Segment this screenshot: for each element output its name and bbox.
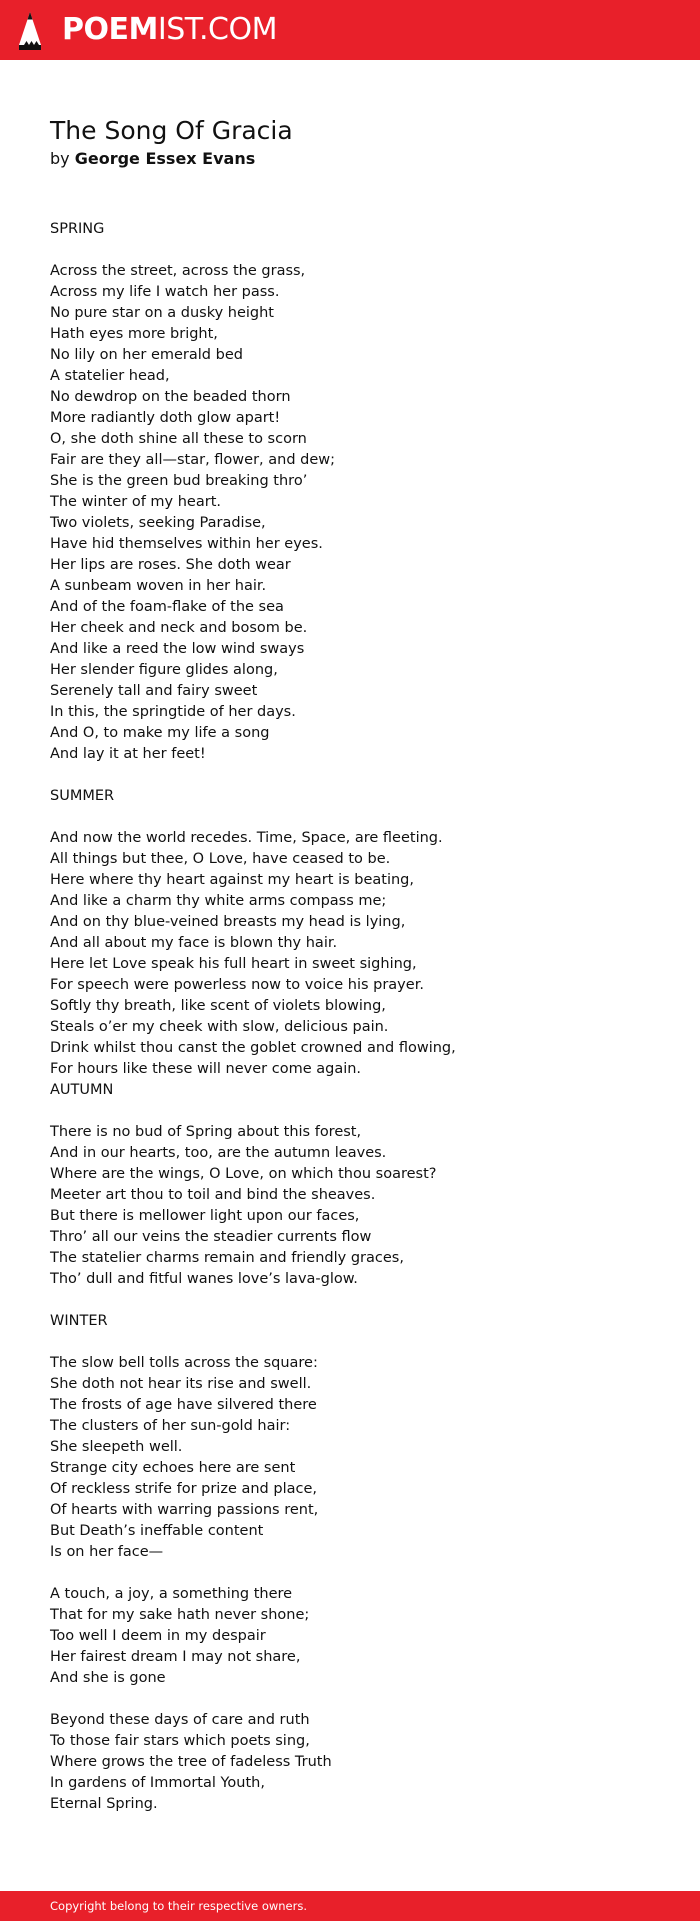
- poem-line: She sleepeth well.: [50, 1439, 183, 1455]
- stanza-gap: [50, 1101, 650, 1122]
- poem-line: Thro’ all our veins the steadier currents flow: [50, 1229, 372, 1245]
- poem-line: Have hid themselves within her eyes.: [50, 536, 323, 552]
- poem-line: A touch, a joy, a something there: [50, 1586, 293, 1602]
- poem-line: Hath eyes more bright,: [50, 326, 218, 342]
- poem-line: Fair are they all—star, flower, and dew;: [50, 452, 336, 468]
- poem-line: The frosts of age have silvered there: [50, 1397, 317, 1413]
- poem-line: She is the green bud breaking thro’: [50, 473, 308, 489]
- byline-prefix: by: [50, 149, 70, 168]
- poem-line: And like a reed the low wind sways: [50, 641, 305, 657]
- poem-line: Across my life I watch her pass.: [50, 284, 280, 300]
- poem-line: A sunbeam woven in her hair.: [50, 578, 267, 594]
- stanza-gap: [50, 1689, 650, 1710]
- poem-line: And now the world recedes. Time, Space, are fleeting.: [50, 830, 443, 846]
- poem-line: No dewdrop on the beaded thorn: [50, 389, 291, 405]
- poem-line: And lay it at her feet!: [50, 746, 206, 762]
- stanza-gap: [50, 1290, 650, 1311]
- poem-line: And she is gone: [50, 1670, 166, 1686]
- poem-line: SUMMER: [50, 788, 115, 804]
- poem-line: Her slender figure glides along,: [50, 662, 278, 678]
- poem-line: But there is mellower light upon our faces,: [50, 1208, 360, 1224]
- poem-line: Strange city echoes here are sent: [50, 1460, 296, 1476]
- poem-line: For hours like these will never come again.: [50, 1061, 362, 1077]
- site-header: [0, 0, 700, 60]
- poem-line: AUTUMN: [50, 1082, 114, 1098]
- poem-line: Serenely tall and fairy sweet: [50, 683, 258, 699]
- poem-line: And of the foam-flake of the sea: [50, 599, 284, 615]
- poem-line: And on thy blue-veined breasts my head is lying,: [50, 914, 406, 930]
- poem-line: Too well I deem in my despair: [50, 1628, 266, 1644]
- poem-line: All things but thee, O Love, have ceased to be.: [50, 851, 391, 867]
- poem-line: There is no bud of Spring about this forest,: [50, 1124, 362, 1140]
- poem-line: Her lips are roses. She doth wear: [50, 557, 291, 573]
- poem-line: O, she doth shine all these to scorn: [50, 431, 307, 447]
- poem-line: Is on her face—: [50, 1544, 164, 1560]
- footer-copyright: Copyright belong to their respective owners.: [50, 1899, 308, 1913]
- poem-line: SPRING: [50, 221, 105, 237]
- poem-line: Meeter art thou to toil and bind the sheaves.: [50, 1187, 376, 1203]
- poem-line: No lily on her emerald bed: [50, 347, 243, 363]
- poem-line: Eternal Spring.: [50, 1796, 158, 1812]
- logo-text-strong: POEM: [62, 12, 158, 47]
- poem-line: Here let Love speak his full heart in sweet sighing,: [50, 956, 417, 972]
- poem-line: The statelier charms remain and friendly graces,: [50, 1250, 404, 1266]
- poem-line: And O, to make my life a song: [50, 725, 270, 741]
- poem-line: But Death’s ineffable content: [50, 1523, 264, 1539]
- poem-line: Beyond these days of care and ruth: [50, 1712, 310, 1728]
- poem-line: She doth not hear its rise and swell.: [50, 1376, 312, 1392]
- poem-line: Where are the wings, O Love, on which thou soarest?: [50, 1166, 437, 1182]
- poem-line: For speech were powerless now to voice his prayer.: [50, 977, 424, 993]
- stanza-gap: [50, 1332, 650, 1353]
- poem-line: The slow bell tolls across the square:: [50, 1355, 318, 1371]
- poem-line: That for my sake hath never shone;: [50, 1607, 310, 1623]
- poem-line: Of hearts with warring passions rent,: [50, 1502, 319, 1518]
- stanza-gap: [50, 240, 650, 261]
- poem-line: A statelier head,: [50, 368, 170, 384]
- poem-line: WINTER: [50, 1313, 108, 1329]
- poem-line: The winter of my heart.: [50, 494, 221, 510]
- stanza-gap: [50, 765, 650, 786]
- poem-line: No pure star on a dusky height: [50, 305, 274, 321]
- poem-line: Tho’ dull and fitful wanes love’s lava-glow.: [50, 1271, 358, 1287]
- poem-line: Here where thy heart against my heart is beating,: [50, 872, 414, 888]
- stanza-gap: [50, 807, 650, 828]
- poem-line: In gardens of Immortal Youth,: [50, 1775, 265, 1791]
- poem-line: Her cheek and neck and bosom be.: [50, 620, 308, 636]
- poem-line: To those fair stars which poets sing,: [50, 1733, 310, 1749]
- poem-line: Of reckless strife for prize and place,: [50, 1481, 317, 1497]
- poem-line: Steals o’er my cheek with slow, delicious pain.: [50, 1019, 389, 1035]
- poem-line: And in our hearts, too, are the autumn leaves.: [50, 1145, 387, 1161]
- poem-line: Where grows the tree of fadeless Truth: [50, 1754, 332, 1770]
- stanza-gap: [50, 1563, 650, 1584]
- poem-title: The Song Of Gracia: [50, 116, 293, 145]
- poem-line: More radiantly doth glow apart!: [50, 410, 281, 426]
- poem-line: Softly thy breath, like scent of violets blowing,: [50, 998, 386, 1014]
- site-footer: [0, 1891, 700, 1921]
- poem-line: Her fairest dream I may not share,: [50, 1649, 301, 1665]
- poem-line: The clusters of her sun-gold hair:: [50, 1418, 291, 1434]
- poem-line: Drink whilst thou canst the goblet crowned and flowing,: [50, 1040, 456, 1056]
- logo-text-light: IST.COM: [157, 12, 277, 47]
- poem-body: [50, 219, 650, 1815]
- poem-author: George Essex Evans: [74, 149, 256, 168]
- poem-line: Across the street, across the grass,: [50, 263, 306, 279]
- site-logo[interactable]: [62, 12, 277, 48]
- poem-line: In this, the springtide of her days.: [50, 704, 296, 720]
- poem-line: And all about my face is blown thy hair.: [50, 935, 338, 951]
- poem-line: And like a charm thy white arms compass me;: [50, 893, 387, 909]
- pencil-logo-icon[interactable]: [18, 11, 42, 51]
- poem-byline: [50, 148, 255, 170]
- poem-line: Two violets, seeking Paradise,: [50, 515, 266, 531]
